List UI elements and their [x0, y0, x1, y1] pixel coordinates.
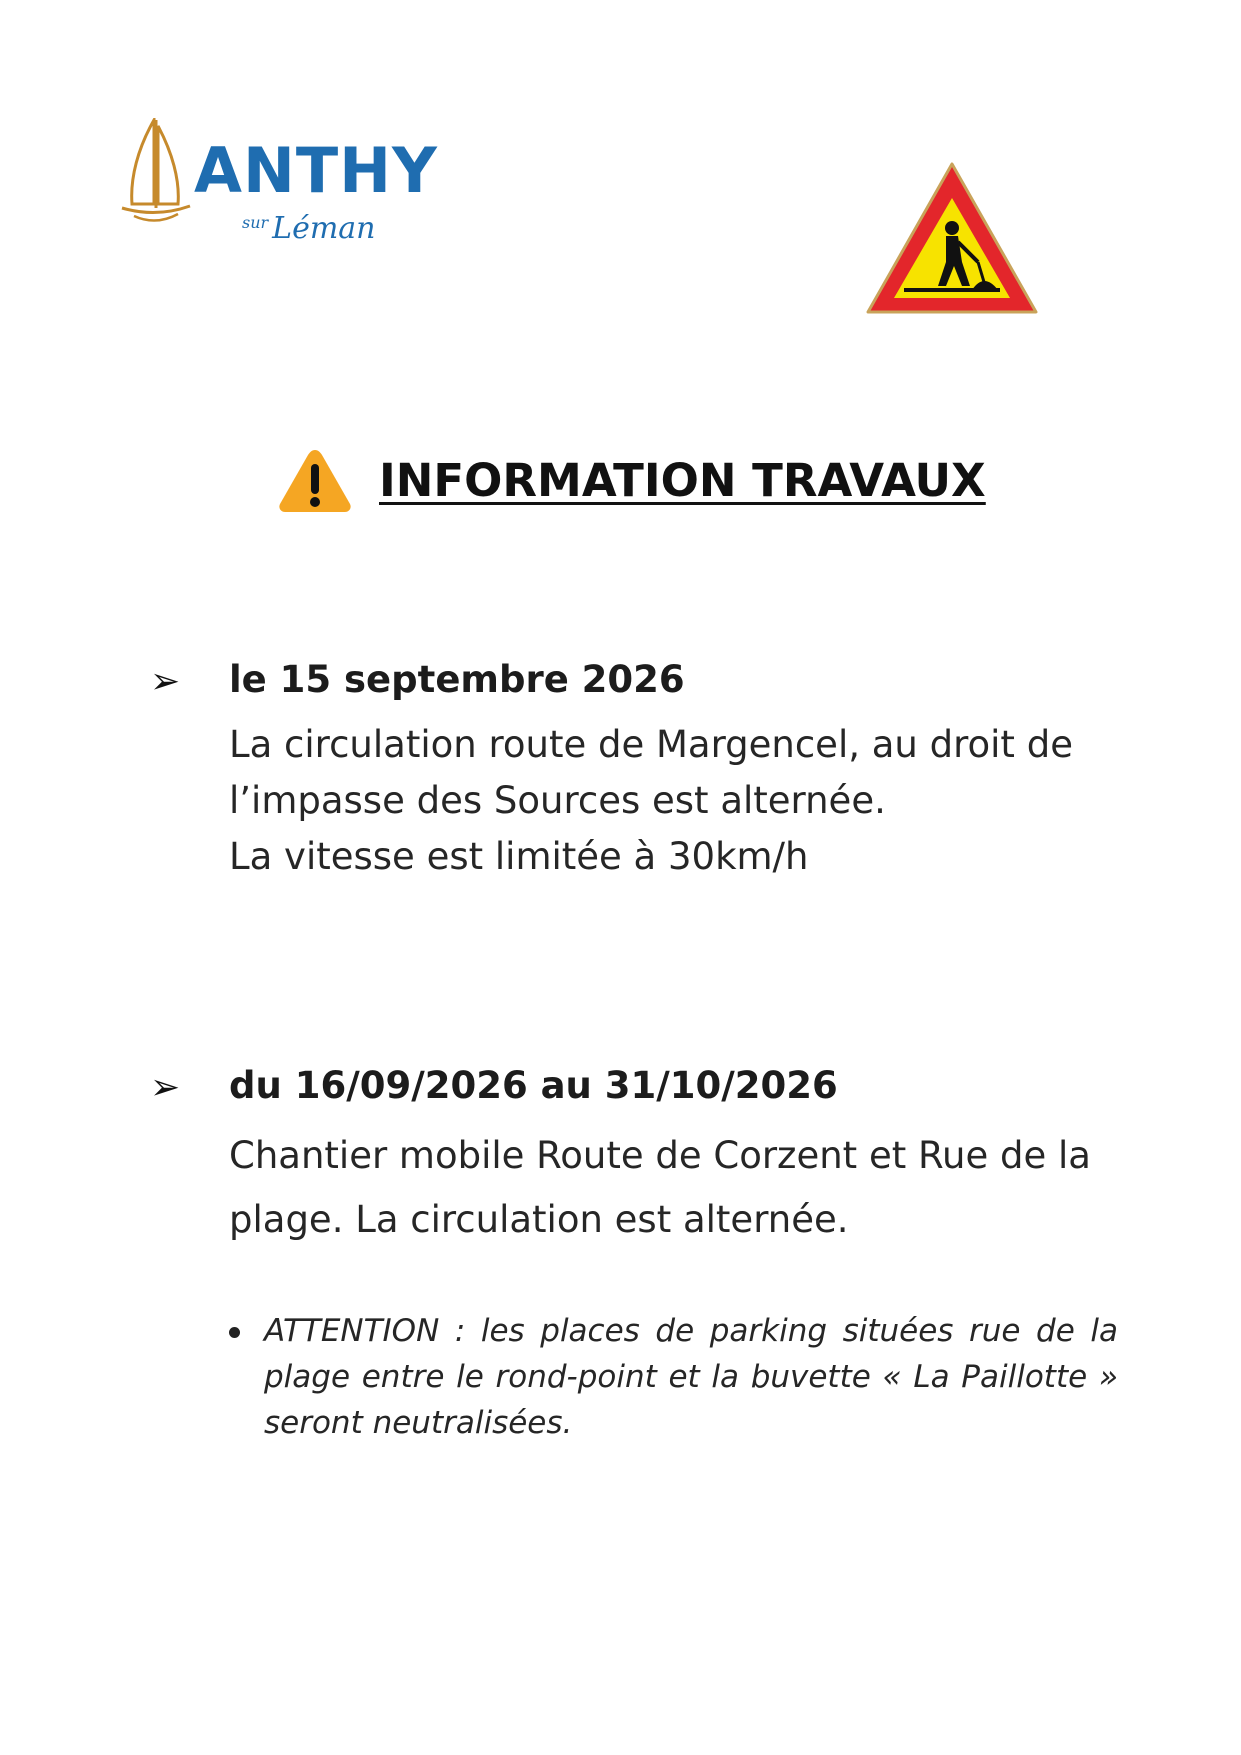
- page-title: INFORMATION TRAVAUX: [379, 453, 986, 507]
- attention-note: [229, 1308, 1119, 1446]
- arrow-bullet-icon: ➢: [150, 1067, 181, 1108]
- sailboat-icon: [116, 118, 196, 228]
- logo-tagline-main: Léman: [272, 211, 376, 246]
- body-line: l’impasse des Sources est alternée.: [229, 779, 886, 822]
- logo-tagline: [242, 211, 376, 246]
- warning-icon: [277, 446, 353, 514]
- anthy-logo: [116, 118, 438, 258]
- bullet-dot-icon: [229, 1327, 240, 1338]
- section-body-1: [229, 717, 1129, 885]
- title-row: [277, 440, 986, 520]
- body-line: plage. La circulation est alternée.: [229, 1198, 849, 1241]
- body-line: Chantier mobile Route de Corzent et Rue de la: [229, 1134, 1091, 1177]
- body-line: La circulation route de Margencel, au droit de: [229, 723, 1073, 766]
- logo-tagline-small: sur: [242, 213, 269, 232]
- section-heading-1: le 15 septembre 2026: [229, 658, 685, 701]
- logo-name: ANTHY: [194, 134, 438, 207]
- roadwork-sign-icon: [862, 158, 1042, 320]
- attention-text: ATTENTION : les places de parking situées rue de la plage entre le rond-point et la buvette « La Paillotte » seront neutralisées.: [264, 1313, 1118, 1441]
- section-body-2: [229, 1124, 1129, 1252]
- arrow-bullet-icon: ➢: [150, 661, 181, 702]
- section-heading-2: du 16/09/2026 au 31/10/2026: [229, 1064, 838, 1107]
- body-line: La vitesse est limitée à 30km/h: [229, 835, 809, 878]
